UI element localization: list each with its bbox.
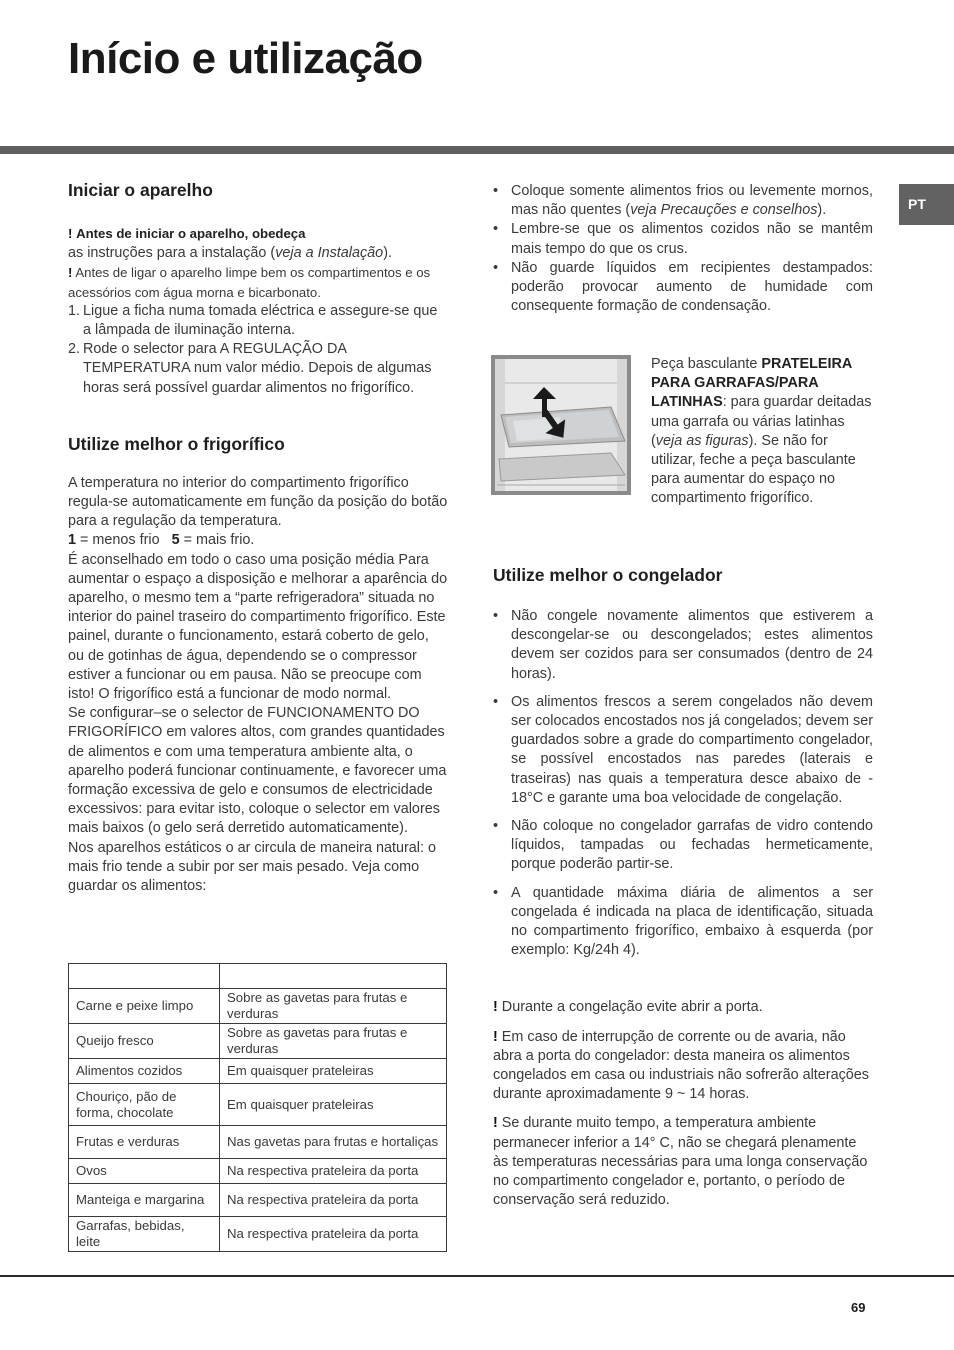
section-heading-frigorifico: Utilize melhor o frigorífico xyxy=(68,433,285,454)
table-row: Carne e peixe limpo Sobre as gavetas para frutas e verduras xyxy=(69,989,447,1024)
warning-clean: ! Antes de ligar o aparelho limpe bem os compartimentos e os acessórios com água morna e bicarbonato. xyxy=(68,265,431,300)
fridge-body: É aconselhado em todo o caso uma posição média Para aumentar o espaço a disposição e melhorar a aparência do aparelho, o mesmo tem a “parte refrigeradora” situada no interior do painel traseiro do compartimento frigorífico. Este painel, durante o funcionamento, estará coberto de gelo, ou de gotinhas de água, dependendo se o compressor estiver a funcionar ou em pausa. Não se preocupe com isto! O frigorífico está a funcionar de modo normal. xyxy=(68,551,448,703)
table-row: Ovos Na respectiva prateleira da porta xyxy=(69,1159,447,1184)
list-item: • Não congele novamente alimentos que estiverem a descongelar-se ou descongelados; estes alimentos devem ser cozidos para ser consumados (dentro de 24 horas). xyxy=(493,607,873,684)
section-heading-congelador: Utilize melhor o congelador xyxy=(493,565,723,585)
list-item: • Coloque somente alimentos frios ou levemente mornos, mas não quentes (veja Precauções e conselhos). xyxy=(493,182,873,220)
list-item: • Lembre-se que os alimentos cozidos não se mantêm mais tempo do que os crus. xyxy=(493,220,873,258)
table-header-row xyxy=(69,964,447,989)
table-row: Queijo fresco Sobre as gavetas para frutas e verduras xyxy=(69,1024,447,1059)
table-row: Alimentos cozidos Em quaisquer prateleiras xyxy=(69,1059,447,1084)
bottle-shelf-figure xyxy=(491,355,631,495)
list-item: • Não coloque no congelador garrafas de vidro contendo líquidos, tampadas ou fechadas hermeticamente, porque poderão partir-se. xyxy=(493,817,873,875)
start-steps-list xyxy=(68,302,448,398)
note-door: ! Durante a congelação evite abrir a porta. xyxy=(493,999,763,1016)
shelf-description: Peça basculante PRATELEIRA PARA GARRAFAS/PARA LATINHAS: para guardar deitadas uma garrafa ou várias latinhas (veja as figuras). Se não for utilizar, feche a peça basculante para aumentar do espaço no compartimento frigorífico. xyxy=(651,356,872,507)
list-item: 1. Ligue a ficha numa tomada eléctrica e assegure-se que a lâmpada de iluminação interna. xyxy=(68,302,438,339)
language-tab: PT xyxy=(899,184,954,225)
food-storage-table xyxy=(68,963,447,1252)
freezer-section xyxy=(493,563,873,1210)
table-row: Garrafas, bebidas, leite Na respectiva prateleira da porta xyxy=(69,1217,447,1252)
list-item: • A quantidade máxima diária de alimentos a ser congelada é indicada na placa de identificação, situada no compartimento frigorífico, embaixo à esquerda (por exemplo: Kg/24h 4). xyxy=(493,884,873,961)
temperature-scale: 1 = menos frio 5 = mais frio. xyxy=(68,532,255,549)
right-column xyxy=(493,182,873,316)
header-rule xyxy=(0,146,954,154)
page-number: 69 xyxy=(851,1300,866,1315)
warning-install: ! Antes de iniciar o aparelho, obedeça as instruções para a instalação (veja a Instalação). xyxy=(68,226,392,262)
list-item: • Os alimentos frescos a serem congelados não devem ser colocados encostados nos já congelados; devem ser guardados sobre a grade do compartimento congelador, se possível encostados nas paredes (laterais e traseiras) nas quais a temperatura desce abaixo de - 18°C e garante uma boa velocidade de congelação. xyxy=(493,693,873,808)
fridge-intro: A temperatura no interior do compartimento frigorífico regula-se automaticamente em função da posição do botão para a regulação da temperatura. xyxy=(68,474,448,530)
section-heading-iniciar: Iniciar o aparelho xyxy=(68,180,213,200)
fridge-body-2: Se configurar–se o selector de FUNCIONAMENTO DO FRIGORÍFICO em valores altos, com grandes quantidades de alimentos e com uma temperatura ambiente alta, o aparelho poderá funcionar continuamente, e favorecer uma formação excessiva de gelo e consumos de electricidade excessivos: para evitar isto, coloque o selector em valores mais baixos (o gelo será derretido automaticamente). xyxy=(68,705,447,837)
note-ambient-temperature: ! Se durante muito tempo, a temperatura ambiente permanecer inferior a 14° C, não se chegará plenamente às temperaturas necessárias para uma longa conservação no compartimento congelador e, portanto, o período de conservação será reduzido. xyxy=(493,1115,868,1209)
freezer-tips-list xyxy=(493,607,873,960)
note-power-failure: ! Em caso de interrupção de corrente ou de avaria, não abra a porta do congelador: desta maneira os alimentos congelados em casa ou industriais não sofrerão alterações durante aproximadamente 9 ~ 14 horas. xyxy=(493,1028,869,1103)
fridge-tips-list xyxy=(493,182,873,316)
footer-rule xyxy=(0,1275,954,1277)
left-column xyxy=(68,178,448,896)
table-row: Chouriço, pão de forma, chocolate Em quaisquer prateleiras xyxy=(69,1084,447,1126)
fridge-body-3: Nos aparelhos estáticos o ar circula de maneira natural: o mais frio tende a subir por ser mais pesado. Veja como guardar os alimentos: xyxy=(68,839,436,895)
table-row: Frutas e verduras Nas gavetas para frutas e hortaliças xyxy=(69,1126,447,1159)
table-row: Manteiga e margarina Na respectiva prateleira da porta xyxy=(69,1184,447,1217)
list-item: • Não guarde líquidos em recipientes destampados: poderão provocar aumento de humidade com consequente formação de condensação. xyxy=(493,259,873,317)
list-item: 2. Rode o selector para A REGULAÇÃO DA TEMPERATURA num valor médio. Depois de algumas horas será possível guardar alimentos no frigorífico. xyxy=(68,341,432,396)
page-title: Início e utilização xyxy=(68,34,423,83)
